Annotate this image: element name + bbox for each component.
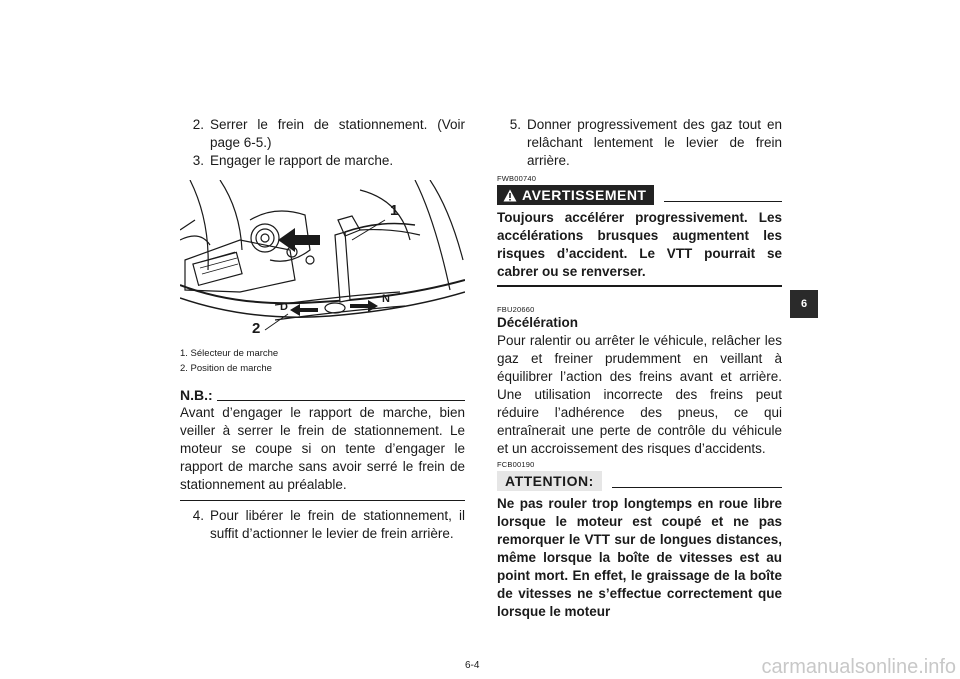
step-2	[180, 116, 465, 152]
illustration-drawing	[180, 180, 465, 340]
gear-selector-illustration	[180, 180, 465, 340]
step-text: Serrer le frein de stationnement. (Voir page 6-5.)	[210, 117, 465, 150]
step-number: 5.	[509, 117, 521, 132]
step-number: 2.	[192, 117, 204, 132]
step-text: Engager le rapport de marche.	[210, 153, 394, 168]
caution-rule	[612, 487, 782, 488]
callout-2: 2	[252, 320, 261, 337]
callout-1: 1	[390, 202, 399, 219]
caution-code: FCB00190	[497, 460, 535, 469]
step-4	[180, 507, 465, 543]
warning-header	[497, 185, 782, 205]
section-code: FBU20660	[497, 305, 535, 314]
step-text: Donner progressivement des gaz tout en relâchant lentement le levier de frein arrière.	[527, 117, 782, 168]
warning-triangle-icon	[503, 189, 517, 202]
step-5	[497, 116, 782, 170]
warning-rule	[664, 201, 782, 202]
watermark: carmanualsonline.info	[761, 656, 956, 678]
figure-captions	[180, 346, 465, 376]
caution-text: Ne pas rouler trop longtemps en roue libre lorsque le moteur est coupé et ne pas remorquer le VTT sur de longues distances, même lorsque la boîte de vitesses est au point mort. En effet, le graissage de la boîte de vitesses ne s’effectue correctement que lorsque le moteur	[497, 496, 782, 619]
step-text: Pour libérer le frein de stationnement, il suffit d’actionner le levier de frein arrière.	[210, 508, 465, 541]
warning-text: Toujours accélérer progressivement. Les accélérations brusques augmentent les risques d’accident. Le VTT pourrait se cabrer ou se renverser.	[497, 210, 782, 279]
caution-header	[497, 471, 782, 491]
neutral-mark: N	[382, 293, 390, 305]
step-number: 4.	[192, 508, 204, 523]
section-text: Pour ralentir ou arrêter le véhicule, relâcher les gaz et freiner prudemment en veillant à équilibrer l’action des freins avant et arrière. Une utilisation incorrecte des freins peut réduire l’adhérence des pneus, ce qui entraînerait une perte de contrôle du véhicule et un accroissement des risques d’accidents.	[497, 333, 782, 456]
note-title: N.B.:	[180, 387, 213, 403]
caption-1: 1. Sélecteur de marche	[180, 348, 279, 359]
note-text: Avant d’engager le rapport de marche, bien veiller à serrer le frein de stationnement. Le moteur se coupe si on tente d’engager le rapport de marche sans avoir serré le frein de stationnement au préalable.	[180, 405, 465, 492]
warning-label: AVERTISSEMENT	[522, 187, 647, 203]
page-number: 6-4	[465, 660, 480, 671]
note-rule	[217, 400, 465, 401]
step-number: 3.	[192, 153, 204, 168]
warning-end-rule	[497, 285, 782, 287]
step-3	[180, 152, 465, 170]
chapter-tab: 6	[790, 290, 818, 318]
section-title: Décélération	[497, 315, 579, 330]
note-header	[180, 386, 465, 404]
note-end-rule	[180, 500, 465, 501]
drive-mark: D	[280, 301, 288, 313]
caution-banner: ATTENTION:	[497, 471, 602, 491]
caption-2: 2. Position de marche	[180, 363, 272, 374]
warning-code: FWB00740	[497, 174, 537, 183]
right-column	[497, 116, 782, 621]
warning-banner	[497, 185, 654, 205]
left-column	[180, 116, 465, 543]
